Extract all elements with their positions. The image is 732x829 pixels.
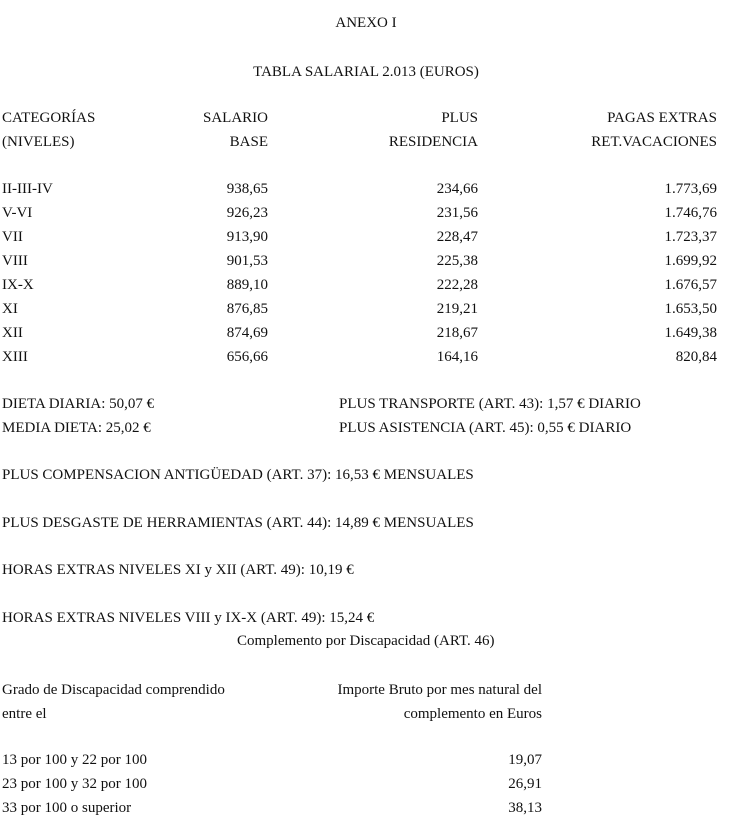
cell-importe: 38,13 — [508, 800, 542, 816]
header-plus-2: RESIDENCIA — [388, 134, 478, 150]
media-dieta: MEDIA DIETA: 25,02 € — [2, 420, 151, 436]
cell-nivel: IX-X — [2, 277, 34, 293]
cell-nivel: V-VI — [2, 205, 33, 221]
header-pagas-2: RET.VACACIONES — [591, 134, 717, 150]
cell-plus: 164,16 — [436, 349, 478, 365]
cell-importe: 19,07 — [508, 752, 542, 768]
cell-grado: 13 por 100 y 22 por 100 — [2, 752, 147, 768]
header-categorias-2: (NIVELES) — [2, 134, 75, 150]
plus-antiguedad: PLUS COMPENSACION ANTIGÜEDAD (ART. 37): 16,53 € MENSUALES — [2, 467, 474, 483]
cell-grado: 23 por 100 y 32 por 100 — [2, 776, 147, 792]
header-categorias-1: CATEGORÍAS — [2, 110, 96, 126]
cell-salario: 913,90 — [226, 229, 268, 245]
cell-nivel: XI — [2, 301, 18, 317]
table-title: TABLA SALARIAL 2.013 (EUROS) — [253, 64, 479, 80]
header-plus-1: PLUS — [441, 110, 478, 126]
cell-pagas: 1.649,38 — [664, 325, 717, 341]
horas-extras-xi-xii: HORAS EXTRAS NIVELES XI y XII (ART. 49): 10,19 € — [2, 562, 354, 578]
cell-plus: 222,28 — [436, 277, 478, 293]
cell-salario: 901,53 — [226, 253, 268, 269]
cell-plus: 228,47 — [436, 229, 478, 245]
cell-pagas: 1.699,92 — [664, 253, 717, 269]
horas-extras-viii-ix: HORAS EXTRAS NIVELES VIII y IX-X (ART. 49): 15,24 € — [2, 610, 375, 626]
annex-title: ANEXO I — [335, 15, 397, 31]
cell-grado: 33 por 100 o superior — [2, 800, 132, 816]
cell-plus: 219,21 — [436, 301, 478, 317]
cell-pagas: 1.746,76 — [664, 205, 717, 221]
header-grado-2: entre el — [2, 706, 47, 722]
plus-transporte: PLUS TRANSPORTE (ART. 43): 1,57 € DIARIO — [339, 396, 641, 412]
header-importe-1: Importe Bruto por mes natural del — [337, 682, 542, 698]
cell-pagas: 1.723,37 — [664, 229, 717, 245]
cell-pagas: 820,84 — [675, 349, 717, 365]
cell-nivel: II-III-IV — [2, 181, 53, 197]
cell-pagas: 1.653,50 — [664, 301, 717, 317]
cell-nivel: VIII — [2, 253, 28, 269]
cell-salario: 874,69 — [226, 325, 268, 341]
plus-desgaste: PLUS DESGASTE DE HERRAMIENTAS (ART. 44): 14,89 € MENSUALES — [2, 515, 474, 531]
cell-plus: 225,38 — [436, 253, 478, 269]
header-pagas-1: PAGAS EXTRAS — [607, 110, 717, 126]
cell-pagas: 1.773,69 — [664, 181, 717, 197]
cell-salario: 889,10 — [226, 277, 268, 293]
plus-asistencia: PLUS ASISTENCIA (ART. 45): 0,55 € DIARIO — [339, 420, 632, 436]
cell-nivel: XII — [2, 325, 23, 341]
cell-plus: 231,56 — [436, 205, 478, 221]
header-grado-1: Grado de Discapacidad comprendido — [2, 682, 225, 698]
cell-plus: 218,67 — [436, 325, 478, 341]
cell-salario: 656,66 — [226, 349, 268, 365]
cell-nivel: XIII — [2, 349, 28, 365]
complemento-title: Complemento por Discapacidad (ART. 46) — [237, 633, 495, 649]
dieta-diaria: DIETA DIARIA: 50,07 € — [2, 396, 155, 412]
header-salario-2: BASE — [229, 134, 268, 150]
cell-pagas: 1.676,57 — [664, 277, 717, 293]
header-salario-1: SALARIO — [202, 110, 268, 126]
cell-salario: 926,23 — [226, 205, 268, 221]
cell-plus: 234,66 — [436, 181, 478, 197]
header-importe-2: complemento en Euros — [403, 706, 542, 722]
cell-salario: 938,65 — [226, 181, 268, 197]
cell-salario: 876,85 — [226, 301, 268, 317]
cell-nivel: VII — [2, 229, 23, 245]
cell-importe: 26,91 — [508, 776, 542, 792]
